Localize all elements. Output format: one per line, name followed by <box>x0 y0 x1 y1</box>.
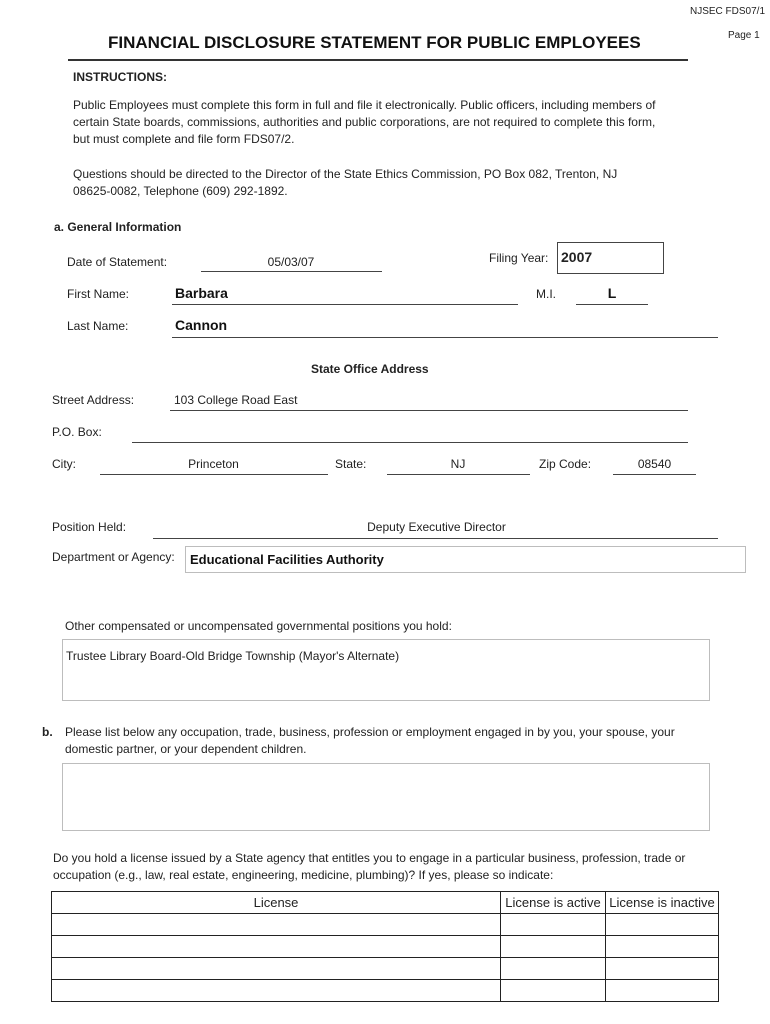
occupation-field[interactable] <box>62 763 710 831</box>
state-underline <box>387 474 530 475</box>
city-underline <box>100 474 328 475</box>
filing-year-value: 2007 <box>561 249 593 265</box>
zip-field[interactable]: 08540 <box>637 457 672 471</box>
license-row <box>52 936 719 958</box>
po-box-label: P.O. Box: <box>52 425 102 439</box>
license-inactive-cell[interactable] <box>606 958 719 980</box>
license-question-line1: Do you hold a license issued by a State agency that entitles you to engage in a particular business, profession, trade or <box>53 851 686 865</box>
instructions-heading: INSTRUCTIONS: <box>73 70 167 84</box>
zip-underline <box>613 474 696 475</box>
instructions-para1-line3: but must complete and file form FDS07/2. <box>73 132 295 146</box>
filing-year-label: Filing Year: <box>489 251 549 265</box>
street-label: Street Address: <box>52 393 135 407</box>
date-underline <box>201 271 382 272</box>
date-label: Date of Statement: <box>67 255 168 269</box>
mi-underline <box>576 304 648 305</box>
license-inactive-cell[interactable] <box>606 914 719 936</box>
mi-field[interactable]: L <box>607 285 617 301</box>
instructions-para2-line2: 08625-0082, Telephone (609) 292-1892. <box>73 184 288 198</box>
license-row <box>52 958 719 980</box>
mi-label: M.I. <box>536 287 556 301</box>
address-heading: State Office Address <box>311 362 429 376</box>
license-name-cell[interactable] <box>52 936 501 958</box>
street-underline <box>170 410 688 411</box>
license-column-header: License <box>52 892 501 914</box>
section-b-letter: b. <box>42 725 53 739</box>
instructions-para1-line1: Public Employees must complete this form in full and file it electronically. Public officers, including members of <box>73 98 656 112</box>
license-active-cell[interactable] <box>501 958 606 980</box>
city-field[interactable]: Princeton <box>188 457 239 471</box>
last-name-underline <box>172 337 718 338</box>
license-inactive-cell[interactable] <box>606 936 719 958</box>
section-b-line2: domestic partner, or your dependent children. <box>65 742 307 756</box>
license-name-cell[interactable] <box>52 958 501 980</box>
last-name-label: Last Name: <box>67 319 129 333</box>
instructions-para1-line2: certain State boards, commissions, authorities and public corporations, are not required to complete this form, <box>73 115 656 129</box>
state-label: State: <box>335 457 367 471</box>
license-table <box>51 891 719 1002</box>
license-active-cell[interactable] <box>501 914 606 936</box>
license-question-line2: occupation (e.g., law, real estate, engineering, medicine, plumbing)? If yes, please so indicate: <box>53 868 554 882</box>
license-active-cell[interactable] <box>501 980 606 1002</box>
license-row <box>52 980 719 1002</box>
agency-value: Educational Facilities Authority <box>190 552 384 567</box>
page-number: Page 1 <box>728 30 760 41</box>
first-name-field[interactable]: Barbara <box>175 285 228 301</box>
license-inactive-cell[interactable] <box>606 980 719 1002</box>
date-field[interactable]: 05/03/07 <box>267 255 315 269</box>
last-name-field[interactable]: Cannon <box>175 317 228 333</box>
street-field[interactable]: 103 College Road East <box>174 393 298 407</box>
license-name-cell[interactable] <box>52 980 501 1002</box>
license-active-column-header: License is active <box>501 892 606 914</box>
license-active-cell[interactable] <box>501 936 606 958</box>
other-positions-value: Trustee Library Board-Old Bridge Township (Mayor's Alternate) <box>66 649 400 663</box>
state-field[interactable]: NJ <box>450 457 466 471</box>
license-table-header <box>52 892 719 914</box>
form-code: NJSEC FDS07/1 <box>690 6 766 17</box>
license-name-cell[interactable] <box>52 914 501 936</box>
license-row <box>52 914 719 936</box>
general-info-heading: a. General Information <box>54 220 182 234</box>
agency-field[interactable] <box>185 546 746 573</box>
title-underline <box>68 59 688 61</box>
position-underline <box>153 538 718 539</box>
position-field[interactable]: Deputy Executive Director <box>367 520 506 534</box>
city-label: City: <box>52 457 76 471</box>
instructions-para2-line1: Questions should be directed to the Director of the State Ethics Commission, PO Box 082, Trenton, NJ <box>73 167 618 181</box>
po-box-underline <box>132 442 688 443</box>
filing-year-field[interactable] <box>557 242 664 274</box>
zip-label: Zip Code: <box>539 457 592 471</box>
agency-label: Department or Agency: <box>52 550 175 564</box>
other-positions-label: Other compensated or uncompensated governmental positions you hold: <box>65 619 452 633</box>
first-name-label: First Name: <box>67 287 130 301</box>
po-box-field[interactable] <box>134 425 687 441</box>
position-label: Position Held: <box>52 520 127 534</box>
first-name-underline <box>172 304 518 305</box>
page-title: FINANCIAL DISCLOSURE STATEMENT FOR PUBLIC EMPLOYEES <box>108 33 641 52</box>
license-inactive-column-header: License is inactive <box>606 892 719 914</box>
section-b-line1: Please list below any occupation, trade, business, profession or employment engaged in by you, your spouse, your <box>65 725 675 739</box>
other-positions-field[interactable] <box>62 639 710 701</box>
